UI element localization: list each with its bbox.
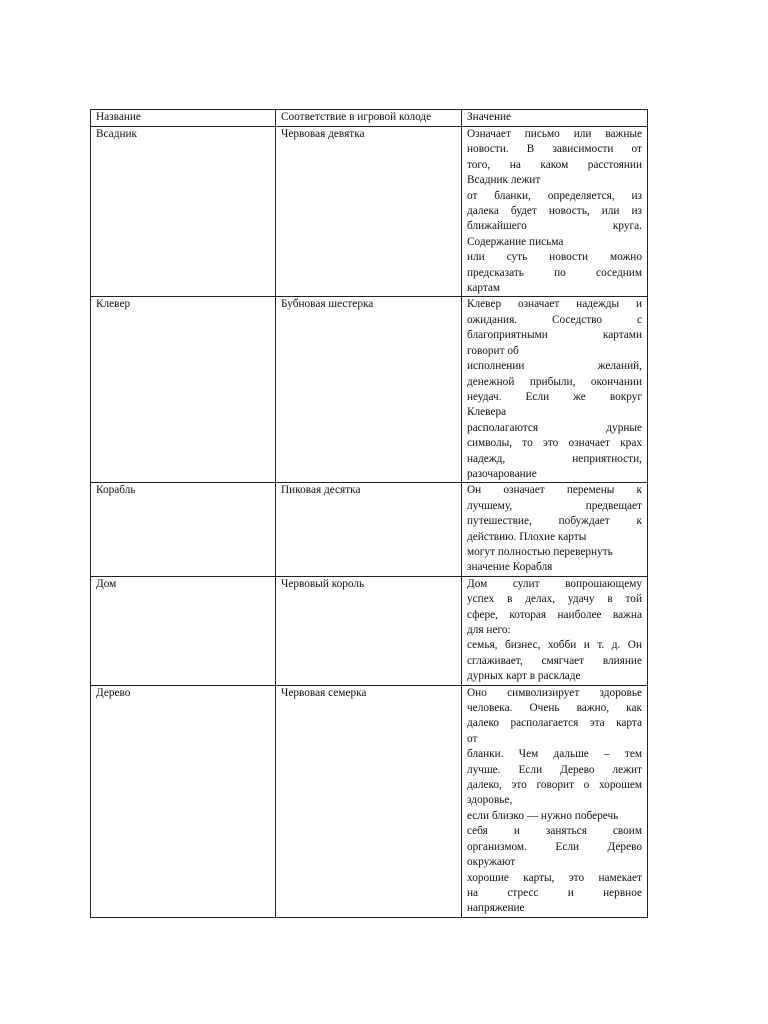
header-card: Соответствие в игровой колоде: [276, 110, 462, 127]
meaning-line: Всадник лежит: [467, 174, 541, 187]
meaning-line: ожидания. Соседство с: [467, 313, 642, 326]
cell-meaning: [462, 483, 648, 576]
meaning-line: Оно символизирует здоровье: [467, 686, 642, 699]
table-row: [91, 576, 648, 685]
table-body: [91, 127, 648, 918]
meaning-line: от бланки, определяется, из: [467, 189, 642, 202]
meaning-line: от: [467, 732, 478, 745]
cell-playing-card: Бубновая шестерка: [276, 297, 462, 483]
meaning-line: значение Корабля: [467, 561, 553, 574]
cell-playing-card: Червовая девятка: [276, 127, 462, 297]
meaning-line: далека будет новость, или из: [467, 205, 642, 218]
table-row: [91, 685, 648, 917]
meaning-line: сфере, которая наиболее важна: [467, 608, 642, 621]
cell-meaning: [462, 685, 648, 917]
meaning-line: лучшему, предвещает: [467, 499, 642, 512]
table-header-row: [91, 110, 648, 127]
meaning-line: дурных карт в раскладе: [467, 670, 581, 683]
meaning-line: сглаживает, смягчает влияние: [467, 654, 642, 667]
meaning-line: хорошие карты, это намекает: [467, 871, 642, 884]
meaning-line: исполнении желаний,: [467, 360, 642, 373]
cell-meaning: [462, 127, 648, 297]
cell-card-name: Клевер: [91, 297, 276, 483]
meaning-line: разочарование: [467, 467, 537, 480]
meaning-line: неудач. Если же вокруг: [467, 390, 642, 403]
meaning-line: Клевера: [467, 406, 507, 419]
meaning-line: говорит об: [467, 344, 519, 357]
meaning-line: надежд, неприятности,: [467, 452, 642, 465]
meaning-line: Означает письмо или важные: [467, 128, 642, 140]
meaning-line: предсказать по соседним: [467, 266, 642, 279]
cell-card-name: Дом: [91, 576, 276, 685]
meaning-line: здоровье,: [467, 794, 513, 807]
meaning-line: на стресс и нервное: [467, 886, 642, 899]
meaning-line: действию. Плохие карты: [467, 530, 587, 543]
meaning-line: если близко — нужно поберечь: [467, 809, 619, 822]
meaning-line: благоприятными картами: [467, 329, 642, 342]
cell-meaning: [462, 297, 648, 483]
lenormand-meanings-table: [90, 109, 648, 918]
meaning-line: денежной прибыли, окончании: [467, 375, 642, 388]
header-meaning: Значение: [462, 110, 648, 127]
cell-card-name: Дерево: [91, 685, 276, 917]
cell-card-name: Всадник: [91, 127, 276, 297]
cell-playing-card: Червовый король: [276, 576, 462, 685]
header-name: Название: [91, 110, 276, 127]
meaning-line: располагаются дурные: [467, 421, 642, 434]
meaning-line: далеко, это говорит о хорошем: [467, 779, 642, 792]
meaning-line: новости. В зависимости от: [467, 143, 642, 156]
table-row: [91, 297, 648, 483]
cell-meaning: [462, 576, 648, 685]
meaning-line: или суть новости можно: [467, 251, 642, 264]
table-row: [91, 483, 648, 576]
meaning-line: того, на каком расстоянии: [467, 158, 642, 171]
meaning-line: Дом сулит вопрошающему: [467, 577, 642, 590]
meaning-line: человека. Очень важно, как: [467, 702, 642, 715]
meaning-line: окружают: [467, 856, 516, 869]
cell-playing-card: Червовая семерка: [276, 685, 462, 917]
meaning-line: Он означает перемены к: [467, 484, 642, 497]
meaning-line: успех в делах, удачу в той: [467, 593, 642, 606]
meaning-line: Содержание письма: [467, 235, 564, 248]
meaning-line: лучше. Если Дерево лежит: [467, 763, 642, 776]
meaning-line: символы, то это означает крах: [467, 437, 642, 450]
meaning-line: семья, бизнес, хобби и т. д. Он: [467, 639, 642, 652]
meaning-line: путешествие, побуждает к: [467, 515, 642, 528]
meaning-line: могут полностью перевернуть: [467, 545, 613, 558]
meaning-line: напряжение: [467, 902, 525, 915]
cell-playing-card: Пиковая десятка: [276, 483, 462, 576]
meaning-line: бланки. Чем дальше – тем: [467, 748, 642, 761]
table-row: [91, 127, 648, 297]
cell-card-name: Корабль: [91, 483, 276, 576]
meaning-line: Клевер означает надежды и: [467, 298, 642, 311]
meaning-line: ближайшего круга.: [467, 220, 642, 233]
meaning-line: далеко располагается эта карта: [467, 717, 642, 730]
meaning-line: себя и заняться своим: [467, 825, 642, 838]
meaning-line: для него:: [467, 624, 511, 636]
meaning-line: организмом. Если Дерево: [467, 840, 642, 853]
meaning-line: картам: [467, 282, 501, 295]
